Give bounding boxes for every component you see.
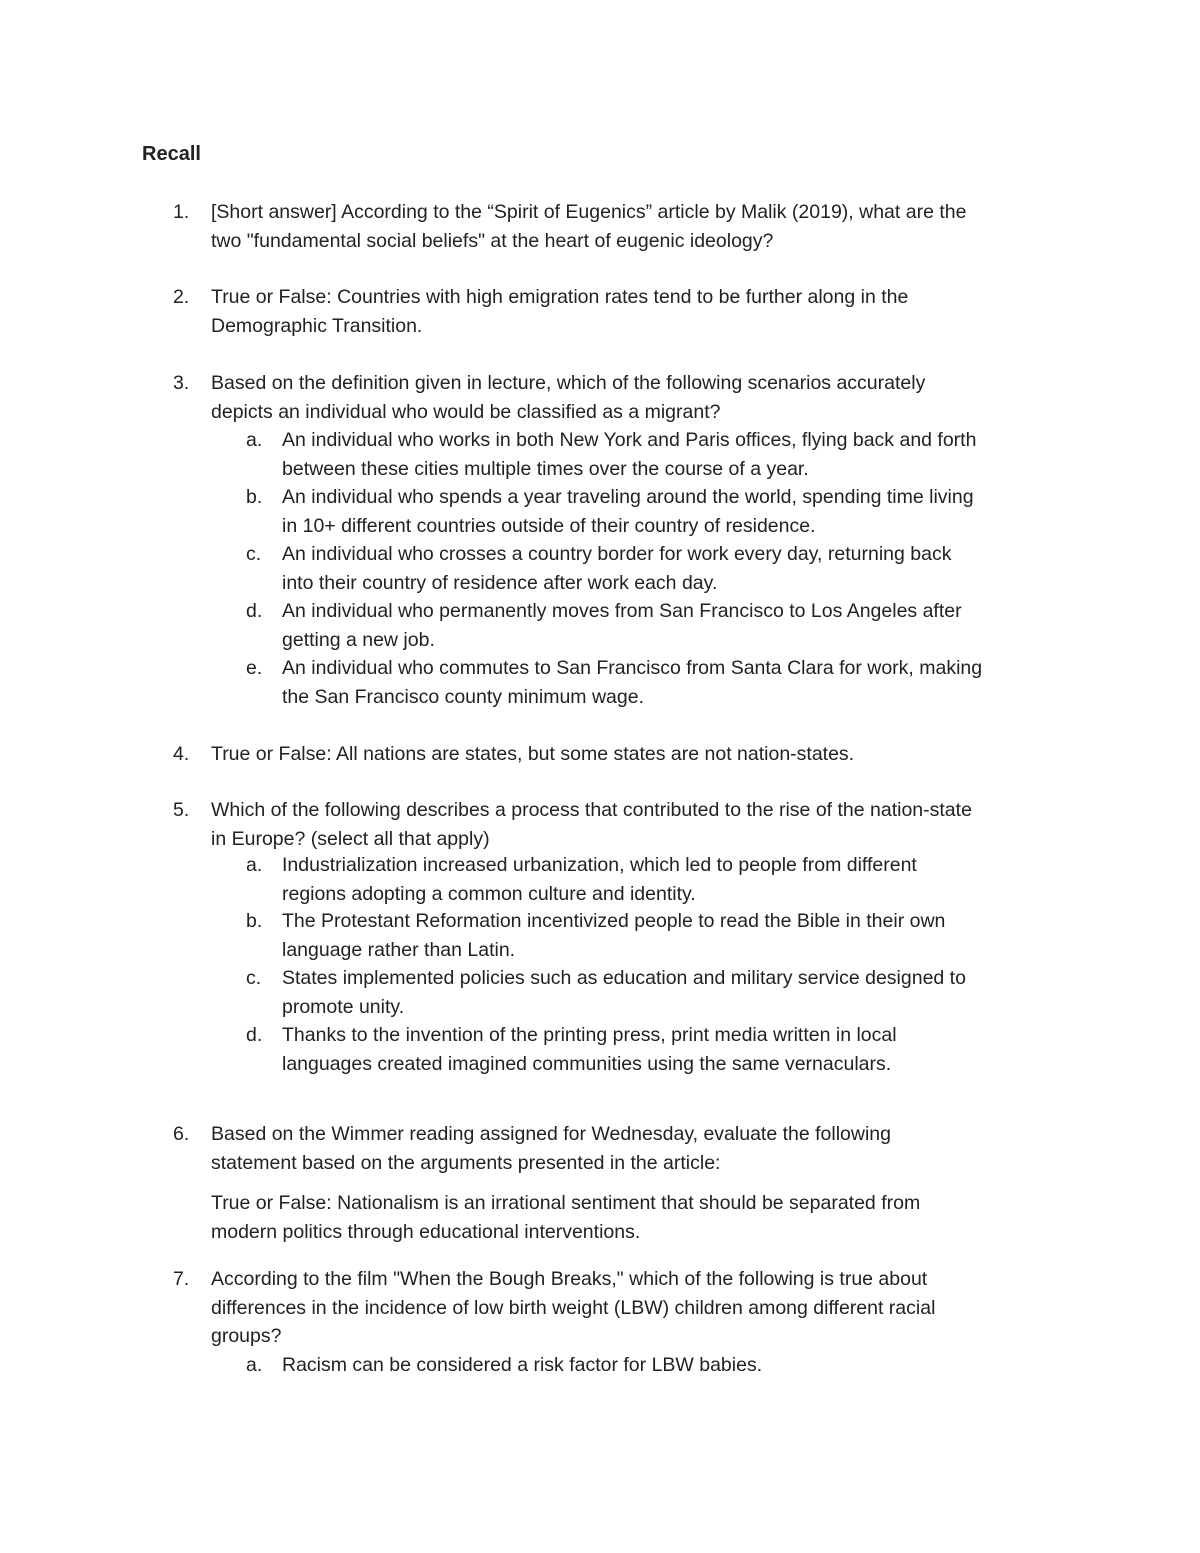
option-line: Industrialization increased urbanization, which led to people from different [282,854,917,876]
statement-line: modern politics through educational interventions. [211,1220,641,1243]
option-line: languages created imagined communities using the same vernaculars. [282,1052,892,1075]
option-letter: c. [246,967,262,989]
option-text [282,483,1082,540]
question-line: Demographic Transition. [211,314,423,337]
option-letter: e. [246,657,263,679]
option-line: Thanks to the invention of the printing press, print media written in local [282,1024,897,1046]
option-line: Racism can be considered a risk factor for LBW babies. [282,1354,763,1376]
question-text [211,796,1071,853]
question-line: [Short answer] According to the “Spirit of Eugenics” article by Malik (2019), what are the [211,201,967,223]
option-line: promote unity. [282,995,405,1018]
option-letter: c. [246,543,262,565]
option-text [282,540,1082,597]
question-line: True or False: Countries with high emigration rates tend to be further along in the [211,286,909,308]
option-line: An individual who spends a year traveling around the world, spending time living [282,486,974,508]
question-number: 6. [173,1123,190,1145]
question-text [211,740,1071,769]
option-text [282,426,1082,483]
question-line: Based on the definition given in lecture, which of the following scenarios accurately [211,372,926,394]
option-letter: d. [246,1024,263,1046]
option-text [282,654,1082,711]
option-line: An individual who works in both New York and Paris offices, flying back and forth [282,429,977,451]
statement-text [211,1189,920,1246]
question-text [211,369,1071,426]
option-line: States implemented policies such as education and military service designed to [282,967,966,989]
option-letter: d. [246,600,263,622]
option-text [282,964,1082,1021]
question-number: 4. [173,743,190,765]
option-text [282,907,1082,964]
question-line: According to the film "When the Bough Breaks," which of the following is true about [211,1268,928,1290]
option-line: into their country of residence after work each day. [282,571,718,594]
question-line: statement based on the arguments presented in the article: [211,1151,721,1174]
question-line: two "fundamental social beliefs" at the heart of eugenic ideology? [211,229,774,252]
option-text [282,851,1082,908]
option-letter: a. [246,1354,263,1376]
question-line: in Europe? (select all that apply) [211,827,490,850]
question-text [211,1265,1071,1351]
option-line: An individual who crosses a country border for work every day, returning back [282,543,952,565]
option-text [282,1351,1082,1380]
option-letter: a. [246,429,263,451]
option-letter: b. [246,486,263,508]
option-text [282,1021,1082,1078]
question-text [211,198,1071,255]
option-letter: a. [246,854,263,876]
option-letter: b. [246,910,263,932]
question-line: depicts an individual who would be classified as a migrant? [211,400,721,423]
option-text [282,597,1082,654]
question-number: 5. [173,799,190,821]
question-line: Which of the following describes a process that contributed to the rise of the nation-state [211,799,972,821]
option-line: the San Francisco county minimum wage. [282,685,644,708]
option-line: between these cities multiple times over the course of a year. [282,457,809,480]
option-line: An individual who permanently moves from San Francisco to Los Angeles after [282,600,962,622]
question-number: 7. [173,1268,190,1290]
question-number: 2. [173,286,190,308]
question-line: differences in the incidence of low birth weight (LBW) children among different racial [211,1296,936,1319]
option-line: The Protestant Reformation incentivized people to read the Bible in their own [282,910,946,932]
option-line: An individual who commutes to San Francisco from Santa Clara for work, making [282,657,983,679]
question-text [211,1120,1071,1177]
option-line: in 10+ different countries outside of their country of residence. [282,514,816,537]
statement-line: True or False: Nationalism is an irrational sentiment that should be separated from [211,1192,921,1214]
question-number: 3. [173,372,190,394]
section-heading: Recall [142,143,201,165]
question-number: 1. [173,201,190,223]
question-line: groups? [211,1325,282,1347]
question-line: True or False: All nations are states, but some states are not nation-states. [211,743,855,765]
question-line: Based on the Wimmer reading assigned for Wednesday, evaluate the following [211,1123,891,1145]
option-line: getting a new job. [282,628,435,651]
question-text [211,283,1071,340]
option-line: regions adopting a common culture and identity. [282,882,696,905]
option-line: language rather than Latin. [282,938,516,961]
